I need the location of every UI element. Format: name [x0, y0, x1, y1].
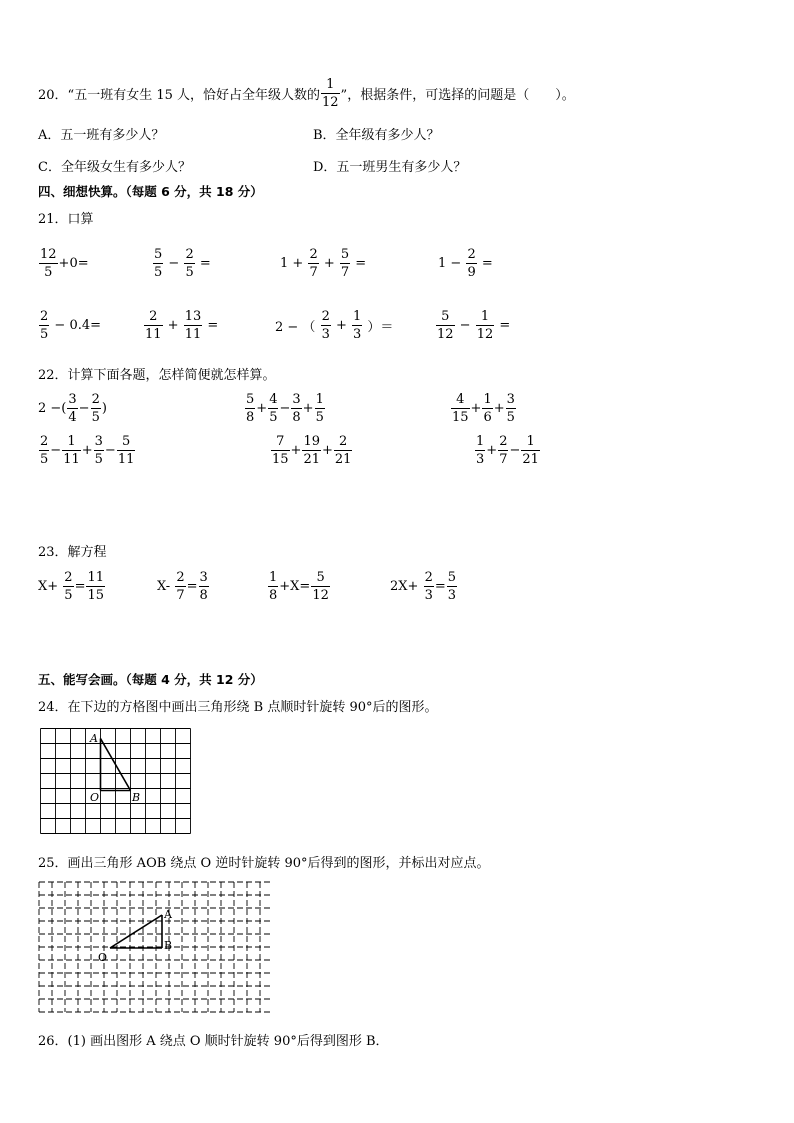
q21-item	[280, 243, 366, 283]
q20-text-a: “五一班有女生 15 人，恰好占全年级人数的	[67, 88, 320, 103]
expression-text: 2X+	[390, 578, 423, 594]
fraction: $\frac{1}{3}$	[476, 433, 485, 467]
fraction: $\frac{2}{7}$	[309, 246, 318, 280]
fraction: $\frac{1}{6}$	[483, 391, 492, 425]
q25-grid-figure	[36, 881, 270, 1015]
fraction: $\frac{13}{11}$	[184, 308, 202, 342]
expression-text: =	[186, 578, 198, 594]
expression-text: +	[256, 400, 268, 416]
section-4-heading: 四、细想快算。（每题 6 分，共 18 分）	[38, 184, 263, 199]
q21-item	[143, 305, 218, 345]
section-5-heading: 五、能写会画。（每题 4 分，共 12 分）	[38, 672, 263, 687]
q21-title: 21．口算	[38, 212, 94, 227]
fraction: $\frac{4}{5}$	[269, 391, 278, 425]
q22-item	[474, 430, 541, 470]
expression-text: − 0.4=	[50, 317, 102, 333]
expression-text: +	[81, 442, 93, 458]
fraction: $\frac{1}{5}$	[315, 391, 324, 425]
label-b: B	[164, 939, 173, 952]
expression-text: =	[351, 255, 367, 271]
q24-title: 24．在下边的方格图中画出三角形绕 B 点顺时针旋转 90°后的图形。	[38, 700, 438, 715]
fraction: $\frac{3}{8}$	[199, 569, 208, 603]
expression-text: −	[509, 442, 521, 458]
expression-text: )	[101, 400, 107, 416]
expression-text: 2 −(	[38, 400, 67, 416]
expression-text: 1 +	[280, 255, 308, 271]
fraction: $\frac{5}{12}$	[437, 308, 454, 342]
expression-text: X-	[157, 578, 175, 594]
q26-title: 26．(1) 画出图形 A 绕点 O 顺时针旋转 90°后得到图形 B．	[38, 1034, 389, 1049]
q20-option-d: D．五一班男生有多少人？	[313, 160, 467, 175]
expression-text: −	[279, 400, 291, 416]
q23-title: 23．解方程	[38, 545, 107, 560]
q20-text-b: ”，根据条件，可选择的问题是（ ）。	[340, 88, 575, 103]
fraction: $\frac{5}{12}$	[312, 569, 329, 603]
expression-text: −	[455, 317, 475, 333]
q21-item	[435, 305, 510, 345]
fraction: $\frac{5}{11}$	[117, 433, 135, 467]
label-a: A	[164, 908, 172, 921]
q22-item	[450, 388, 517, 428]
fraction: $\frac{1}{3}$	[353, 308, 362, 342]
expression-text: +X=	[279, 578, 311, 594]
q25-title: 25．画出三角形 AOB 绕点 O 逆时针旋转 90°后得到的图形，并标出对应点。	[38, 856, 490, 871]
fraction: $\frac{2}{5}$	[64, 569, 73, 603]
q21-item	[438, 243, 493, 283]
expression-text: −	[50, 442, 62, 458]
fraction: $\frac{3}{5}$	[94, 433, 103, 467]
q23-item	[38, 566, 106, 606]
fraction: $\frac{2}{21}$	[334, 433, 352, 467]
q20-option-c: C．全年级女生有多少人？	[38, 160, 191, 175]
fraction: $\frac{2}{7}$	[499, 433, 508, 467]
q22-title: 22．计算下面各题，怎样简便就怎样算。	[38, 368, 276, 383]
q20	[38, 78, 575, 109]
q20-fraction: $\frac{1}{12}$	[322, 77, 339, 110]
expression-text: =	[195, 255, 211, 271]
expression-text: +	[319, 255, 339, 271]
expression-text: ）＝	[363, 319, 394, 335]
expression-text: =	[74, 578, 86, 594]
fraction: $\frac{2}{11}$	[145, 308, 162, 342]
q20-option-a: A．五一班有多少人？	[38, 128, 165, 143]
fraction: $\frac{1}{8}$	[269, 569, 278, 603]
q21-item	[275, 305, 393, 345]
label-o: O	[98, 951, 108, 964]
fraction: $\frac{2}{5}$	[40, 433, 49, 467]
fraction: $\frac{1}{21}$	[522, 433, 539, 467]
expression-text: 2 − （	[275, 319, 320, 335]
expression-text: X+	[38, 578, 63, 594]
expression-text: −	[104, 442, 116, 458]
expression-text: +	[331, 317, 352, 333]
q20-option-b: B．全年级有多少人？	[313, 128, 440, 143]
fraction: $\frac{5}{7}$	[340, 246, 350, 280]
fraction: $\frac{3}{4}$	[68, 391, 77, 425]
q24-grid-figure	[38, 727, 194, 837]
expression-text: 1 −	[438, 255, 466, 271]
fraction: $\frac{2}{5}$	[91, 391, 100, 425]
fraction: $\frac{3}{8}$	[292, 391, 301, 425]
fraction: $\frac{5}{8}$	[246, 391, 255, 425]
label-o: O	[90, 791, 100, 804]
q22-item	[38, 430, 136, 470]
expression-text: −	[78, 400, 90, 416]
q21-item	[38, 243, 89, 283]
fraction: $\frac{2}{9}$	[467, 246, 476, 280]
q20-num: 20．	[38, 88, 68, 103]
expression-text: +0=	[58, 255, 89, 271]
label-b: B	[132, 791, 141, 804]
fraction: $\frac{2}{3}$	[321, 308, 330, 342]
fraction: $\frac{11}{15}$	[87, 569, 105, 603]
q23-item	[390, 566, 458, 606]
triangle-side-oa	[110, 915, 162, 948]
expression-text: +	[302, 400, 314, 416]
fraction: $\frac{2}{5}$	[40, 308, 49, 342]
fraction: $\frac{2}{5}$	[185, 246, 194, 280]
q23-item	[157, 566, 210, 606]
q23-item	[267, 566, 331, 606]
fraction: $\frac{7}{15}$	[272, 433, 289, 467]
fraction: $\frac{2}{3}$	[424, 569, 433, 603]
q22-item	[244, 388, 326, 428]
expression-text: +	[322, 442, 333, 458]
label-a: A	[90, 732, 98, 745]
q22-item	[38, 388, 107, 428]
fraction: $\frac{12}{5}$	[40, 246, 57, 280]
fraction: $\frac{4}{15}$	[452, 391, 469, 425]
fraction: $\frac{5}{5}$	[154, 246, 163, 280]
expression-text: =	[495, 317, 511, 333]
fraction: $\frac{1}{12}$	[476, 308, 494, 342]
fraction: $\frac{5}{3}$	[447, 569, 457, 603]
expression-text: −	[164, 255, 184, 271]
expression-text: +	[486, 442, 498, 458]
fraction: $\frac{2}{7}$	[176, 569, 185, 603]
fraction: $\frac{1}{11}$	[63, 433, 80, 467]
fraction: $\frac{19}{21}$	[303, 433, 320, 467]
q22-item	[270, 430, 353, 470]
expression-text: +	[493, 400, 505, 416]
expression-text: +	[163, 317, 183, 333]
expression-text: =	[477, 255, 493, 271]
q21-item	[38, 305, 101, 345]
expression-text: +	[290, 442, 302, 458]
fraction: $\frac{3}{5}$	[506, 391, 515, 425]
expression-text: =	[203, 317, 219, 333]
expression-text: +	[470, 400, 482, 416]
q21-item	[152, 243, 211, 283]
expression-text: =	[434, 578, 446, 594]
